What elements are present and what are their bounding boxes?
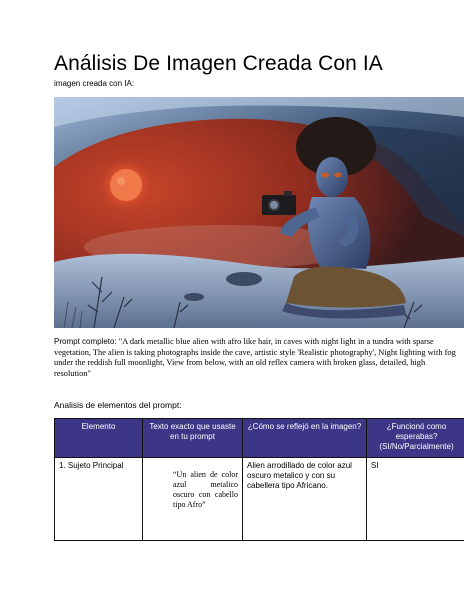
table-header-row [55,419,464,458]
prompt-paragraph [54,337,458,379]
table-row [55,458,464,541]
prompt-label: Prompt completo: [54,337,117,346]
cell-elemento: 1. Sujeto Principal [55,458,143,541]
ai-generated-image [54,97,464,328]
section-title: Analisis de elementos del prompt: [54,400,182,410]
column-header-reflejo: ¿Cómo se reflejó en la imagen? [243,419,367,458]
prompt-text: "A dark metallic blue alien with afro like hair, in caves with night light in a tundra with sparse vegetation, The alien is taking photographs inside the cave, artistic style 'Realistic photography', Night lighting with fog under the reddish full moonlight, View from below, with an old reflex camera with broken glass, detailed, high resolution" [54,337,456,378]
cell-texto: “Un alien de color azul metalico oscuro con cabello tipo Afro” [143,458,243,541]
column-header-funciono: ¿Funcionó como esperabas? (SI/No/Parcialmente) [367,419,464,458]
prompt-elements-table [54,418,464,541]
image-caption: imagen creada con IA: [54,79,135,88]
cell-reflejo: Alien arrodillado de color azul oscuro metalico y con su cabellera tipo Africano. [243,458,367,541]
cell-funciono: SI [367,458,464,541]
document-title: Análisis De Imagen Creada Con IA [54,52,383,75]
column-header-elemento: Elemento [55,419,143,458]
column-header-texto: Texto exacto que usaste en tu prompt [143,419,243,458]
